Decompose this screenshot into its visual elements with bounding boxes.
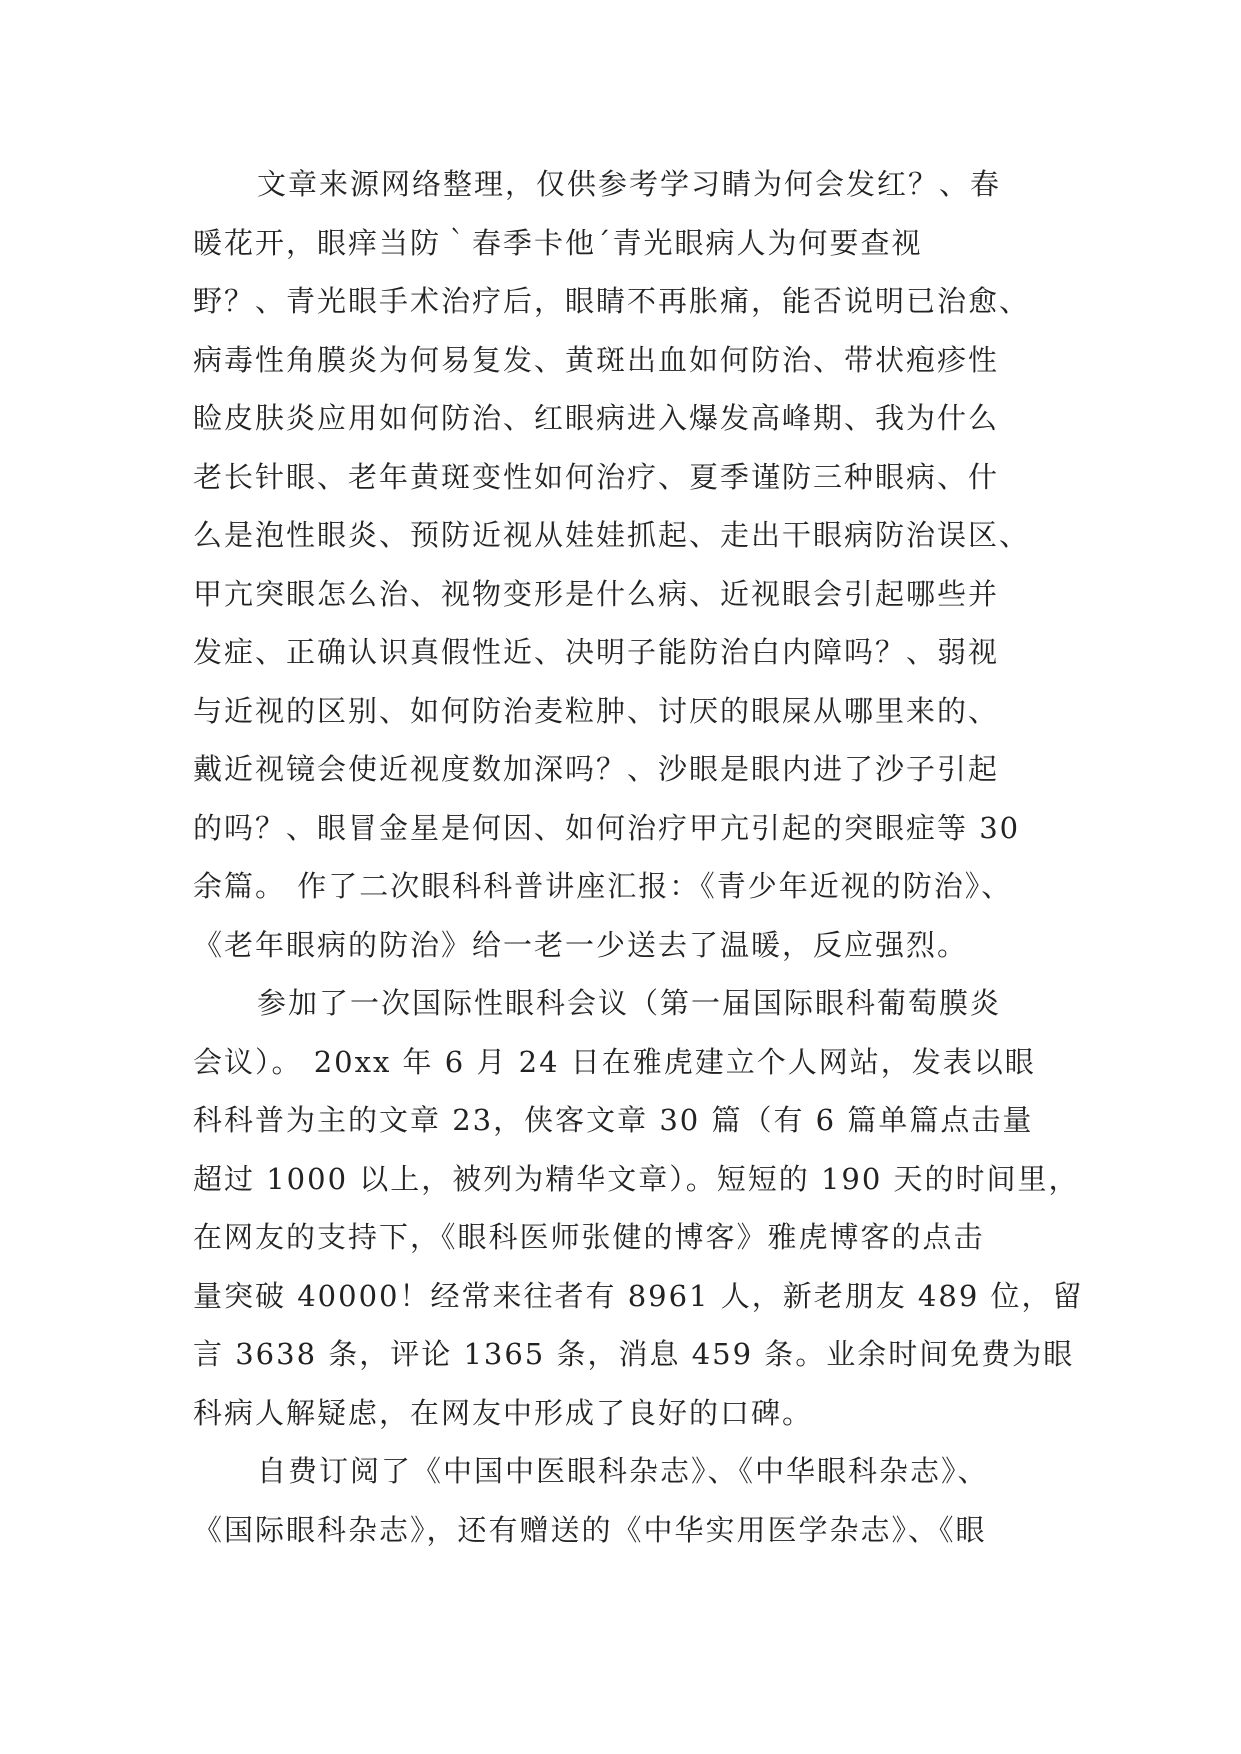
text-line: 余篇。 作了二次眼科科普讲座汇报：《青少年近视的防治》、: [193, 869, 1013, 903]
text-line: 睑皮肤炎应用如何防治、红眼病进入爆发高峰期、我为什么: [193, 401, 1000, 435]
text-line: 超过 1000 以上，被列为精华文章）。短短的 190 天的时间里，: [193, 1161, 1080, 1196]
text-line: 的吗？、眼冒金星是何因、如何治疗甲亢引起的突眼症等 30: [193, 810, 1021, 845]
text-line: 发症、正确认识真假性近、决明子能防治白内障吗？、弱视: [193, 635, 1000, 669]
text-line: 么是泡性眼炎、预防近视从娃娃抓起、走出干眼病防治误区、: [193, 518, 1031, 552]
text-line: 戴近视镜会使近视度数加深吗？、沙眼是眼内进了沙子引起: [193, 752, 1000, 786]
text-line: 病毒性角膜炎为何易复发、黄斑出血如何防治、带状疱疹性: [193, 342, 1000, 377]
document-body: [193, 155, 1093, 1559]
text-line: 量突破 40000！经常来往者有 8961 人，新老朋友 489 位，留: [193, 1278, 1084, 1313]
text-line: 会议）。 20xx 年 6 月 24 日在雅虎建立个人网站，发表以眼: [193, 1044, 1036, 1079]
text-line: 暖花开，眼痒当防｀春季卡他´青光眼病人为何要查视: [193, 225, 923, 260]
text-line: 科病人解疑虑，在网友中形成了良好的口碑。: [193, 1395, 814, 1430]
text-line: 文章来源网络整理，仅供参考学习睛为何会发红？、春: [257, 167, 1002, 201]
text-line: 自费订阅了《中国中医眼科杂志》、《中华眼科杂志》、: [257, 1454, 989, 1488]
text-line: 《老年眼病的防治》给一老一少送去了温暖，反应强烈。: [193, 927, 969, 962]
text-line: 言 3638 条，评论 1365 条，消息 459 条。业余时间免费为眼: [193, 1337, 1075, 1371]
text-line: 在网友的支持下，《眼科医师张健的博客》雅虎博客的点击: [193, 1220, 985, 1254]
text-line: 野？、青光眼手术治疗后，眼睛不再胀痛，能否说明已治愈、: [193, 284, 1031, 318]
text-line: 《国际眼科杂志》，还有赠送的《中华实用医学杂志》、《眼: [193, 1512, 987, 1547]
text-line: 与近视的区别、如何防治麦粒肿、讨厌的眼屎从哪里来的、: [193, 693, 1000, 728]
text-line: 科科普为主的文章 23，侠客文章 30 篇（有 6 篇单篇点击量: [193, 1103, 1034, 1137]
text-line: 甲亢突眼怎么治、视物变形是什么病、近视眼会引起哪些并: [193, 576, 1000, 611]
text-line: 参加了一次国际性眼科会议（第一届国际眼科葡萄膜炎: [257, 986, 1002, 1020]
text-line: 老长针眼、老年黄斑变性如何治疗、夏季谨防三种眼病、什: [193, 459, 1000, 494]
